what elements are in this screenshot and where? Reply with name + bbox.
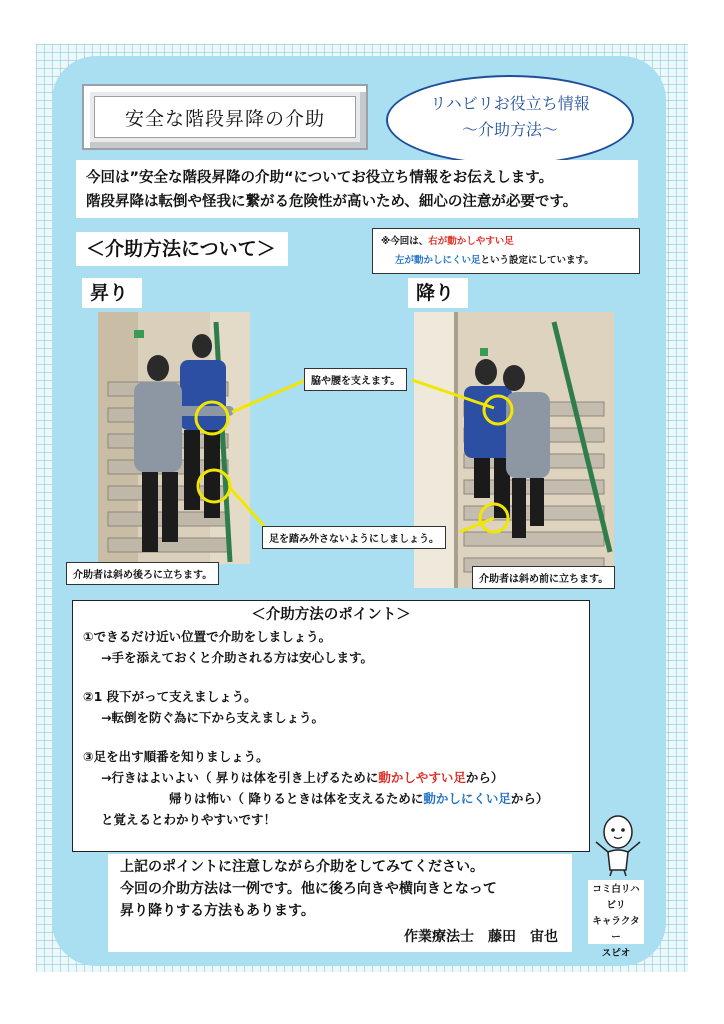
section-heading: ＜介助方法について＞ — [76, 232, 288, 266]
mascot-caption: コミ白リハビリ キャラクター スピオ — [588, 880, 644, 944]
points-box — [72, 600, 590, 852]
mascot-illustration — [592, 812, 644, 878]
closing-box — [108, 854, 572, 952]
closing-line1: 上記のポイントに注意しながら介助をしてみてください。 — [120, 859, 484, 875]
point-3-summary: と覚えるとわかりやすいです！ — [101, 812, 277, 827]
note-strong-side: 右が動かしやすい足 — [428, 236, 514, 247]
strong-side-text: 動かしやすい足 — [378, 770, 466, 785]
point-3: ③足を出す順番を知りましょう。 — [83, 749, 269, 764]
point-3-detail-down: 帰りは怖い（ 降りるときは体を支えるために動かしにくい足から） — [169, 791, 549, 806]
info-badge-line2: ～介助方法～ — [461, 120, 558, 139]
point-3-detail-up: →行きはよいよい（ 昇りは体を引き上げるために動かしやすい足から） — [101, 770, 504, 785]
note-weak-side: 左が動かしにくい足 — [395, 255, 481, 266]
caption-down-helper: 介助者は斜め前に立ちます。 — [472, 566, 615, 589]
point-1-detail: →手を添えておくと介助される方は安心します。 — [101, 650, 373, 665]
info-badge-line1: リハビリお役立ち情報 — [430, 94, 590, 113]
closing-line2: 今回の介助方法は一例です。他に後ろ向きや横向きとなって — [120, 881, 497, 897]
weak-side-text: 動かしにくい足 — [423, 791, 511, 806]
label-down: 降り — [408, 278, 468, 308]
closing-line3: 昇り降りする方法もあります。 — [120, 903, 315, 919]
point-2: ②1 段下がって支えましょう。 — [83, 689, 257, 704]
page-title: 安全な階段昇降の介助 — [94, 96, 356, 138]
point-2-detail: →転倒を防ぐ為に下から支えましょう。 — [101, 710, 324, 725]
intro-line1: 今回は”安全な階段昇降の介助“についてお役立ち情報をお伝えします。 — [86, 170, 554, 186]
point-1: ①できるだけ近い位置で介助をしましょう。 — [83, 629, 332, 644]
callout-support: 脇や腰を支えます。 — [304, 368, 407, 391]
signature: 作業療法士 藤田 宙也 — [404, 929, 558, 945]
points-title: ＜介助方法のポイント＞ — [251, 607, 411, 623]
intro-line2: 階段昇降は転倒や怪我に繋がる危険性が高いため、細心の注意が必要です。 — [86, 194, 578, 210]
note-prefix: ※今回は、 — [381, 236, 429, 247]
label-up: 昇り — [82, 278, 142, 308]
note-suffix: という設定にしています。 — [480, 255, 594, 266]
caption-up-helper: 介助者は斜め後ろに立ちます。 — [66, 562, 219, 585]
callout-feet: 足を踏み外さないようにしましょう。 — [262, 526, 446, 549]
